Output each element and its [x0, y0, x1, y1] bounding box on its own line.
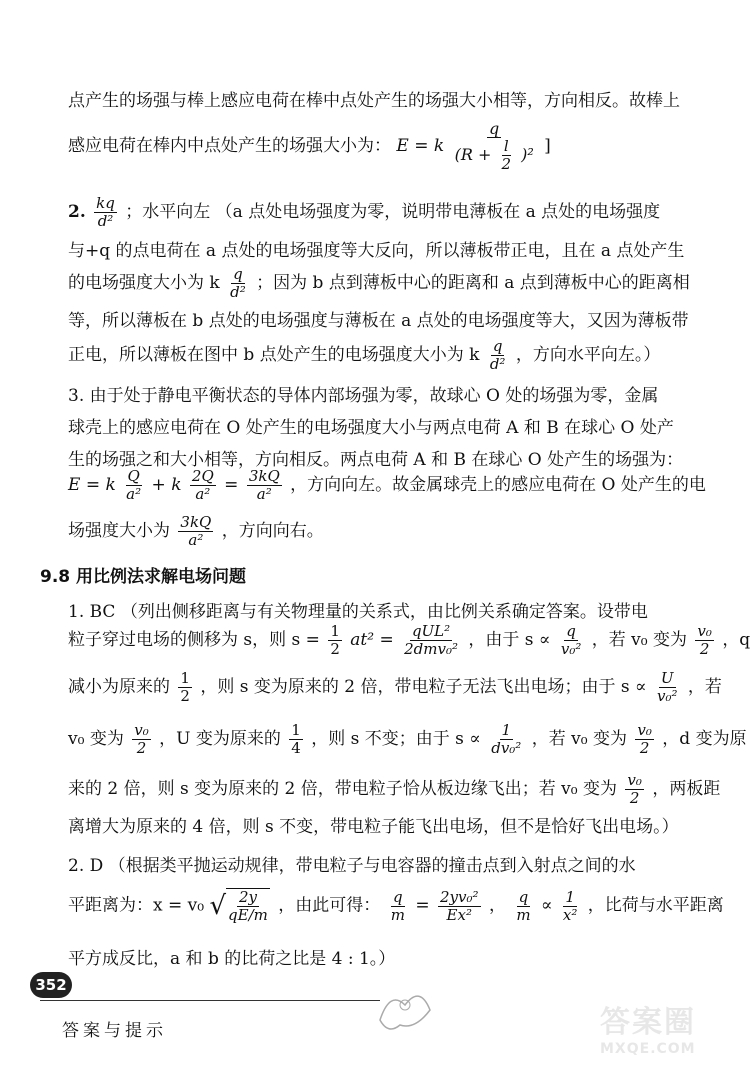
p1-formula-frac	[453, 120, 536, 173]
p1-line2-text: 感应电荷在棒内中点处产生的场强大小为：	[68, 136, 391, 156]
p3-line5-b: ，方向向右。	[221, 521, 324, 541]
p3-plus-k: + k	[151, 475, 182, 495]
p4-f10-num: v₀	[637, 721, 652, 739]
p2-l5-den: d²	[489, 355, 506, 373]
p2-head-num: kq	[96, 194, 115, 212]
p5-line1: 2. D （根据类平抛运动规律，带电粒子与电容器的撞击点到入射点之间的水	[68, 856, 636, 876]
p5-l2-c: ，比荷与水平距离	[587, 895, 724, 916]
p1-den-close: )²	[521, 145, 534, 164]
p4-f11-num: v₀	[627, 771, 642, 789]
p1-formula-E: E = k	[396, 136, 445, 156]
p4-f3	[559, 623, 584, 658]
p3-line4	[68, 468, 706, 503]
page-number: 352	[30, 972, 72, 998]
p4-l2-c: ，由于 s ∝	[468, 630, 551, 650]
p3-r-den: a²	[188, 531, 204, 549]
p2-line5-frac	[488, 338, 508, 373]
p5-eq: =	[415, 895, 430, 916]
p4-f5	[178, 670, 192, 705]
sqrt-sign: √	[209, 891, 227, 921]
p5-sq-num: 2y	[238, 888, 257, 906]
p3-line4-b: ，方向向左。故金属球壳上的感应电荷在 O 处产生的电	[290, 475, 706, 495]
p4-l4-c: ，则 s 不变；由于 s ∝	[311, 729, 481, 749]
p2-line1	[68, 195, 660, 230]
p3-frac3	[247, 468, 282, 503]
p5-g4	[561, 889, 579, 924]
p4-line4	[68, 722, 747, 757]
watermark-bottom: MXQE.COM	[600, 1041, 696, 1057]
p5-g4-den: x²	[562, 905, 578, 924]
p4-f1-num: 1	[330, 622, 340, 640]
p3-line1: 3. 由于处于静电平衡状态的导体内部场强为零，故球心 O 处的场强为零，金属	[68, 386, 659, 406]
p4-f6	[655, 670, 680, 705]
p5-g3-num: q	[518, 887, 529, 906]
p1-frac-num: q	[489, 119, 500, 138]
p5-g2-den: Ex²	[446, 905, 472, 924]
p4-f3-num: q	[566, 622, 576, 640]
p4-f6-num: U	[660, 669, 674, 687]
p4-f5-num: 1	[180, 669, 190, 687]
p5-sqrt-frac	[226, 888, 270, 924]
p2-head-text: ；水平向左	[125, 202, 211, 222]
p4-l5-b: ，两板距	[652, 779, 721, 799]
p4-f1	[328, 623, 342, 658]
section-title: 9.8 用比例法求解电场问题	[40, 567, 247, 587]
p4-l2-b: at² =	[350, 630, 394, 650]
p3-r-num: 3kQ	[180, 513, 212, 531]
p3-frac1	[124, 468, 143, 503]
p4-f8-num: 1	[291, 721, 301, 739]
p4-f3-den: v₀²	[560, 640, 582, 658]
p2-line1-text: （a 点处电场强度为零，说明带电薄板在 a 点处的电场强度	[215, 202, 661, 222]
p5-prop: ∝	[540, 895, 553, 916]
p4-l3-b: ，则 s 变为原来的 2 倍，带电粒子无法飞出电场；由于 s ∝	[200, 677, 647, 697]
p3-f3-num: 3kQ	[248, 467, 280, 485]
p1-l: l	[503, 137, 509, 155]
p1-bracket: ]	[544, 136, 551, 156]
p4-l3-a: 减小为原来的	[68, 677, 170, 697]
p4-f9	[489, 722, 523, 757]
p1-frac-den	[453, 138, 536, 173]
p3-f2-num: 2Q	[191, 467, 214, 485]
p4-f7-den: 2	[136, 739, 147, 757]
p5-l2-a: 平距离为：x = v₀	[68, 895, 205, 916]
p4-f10	[635, 722, 654, 757]
p5-g1-num: q	[393, 887, 403, 906]
p4-l5-a: 来的 2 倍，则 s 变为原来的 2 倍，带电粒子恰从板边缘飞出；若 v₀ 变为	[68, 779, 618, 799]
p4-l2-e: ，q	[722, 630, 750, 650]
p4-l2-d: ，若 v₀ 变为	[591, 630, 687, 650]
p4-f4-num: v₀	[697, 622, 712, 640]
p4-f9-num: 1	[501, 721, 512, 739]
p3-line2: 球壳上的感应电荷在 O 处产生的电场强度大小与两点电荷 A 和 B 在球心 O 处产	[68, 418, 674, 438]
p4-line5	[68, 772, 720, 807]
p4-f1-den: 2	[330, 640, 340, 658]
p2-line3-a: 的电场强度大小为 k	[68, 273, 220, 293]
p2-head-frac	[94, 195, 117, 230]
p3-eq: =	[224, 475, 239, 495]
p2-line2: 与+q 的点电荷在 a 点处的电场强度等大反向，所以薄板带正电，且在 a 点处产生	[68, 241, 685, 261]
watermark-logo	[600, 997, 730, 1067]
p4-f11	[625, 772, 644, 807]
p5-g2	[438, 889, 481, 924]
p1-two: 2	[501, 155, 511, 173]
p4-line6: 离增大为原来的 4 倍，则 s 不变，带电粒子能飞出电场，但不是恰好飞出电场。）	[68, 817, 679, 837]
p3-f2-den: a²	[195, 485, 211, 503]
p4-f2-den: 2dmv₀²	[404, 640, 458, 658]
p3-line5	[68, 514, 324, 549]
p2-l3-den: d²	[230, 283, 246, 301]
p3-line3: 生的场强之和大小相等，方向相反。两点电荷 A 和 B 在球心 O 处产生的场强为：	[68, 450, 684, 470]
p4-line3	[68, 670, 722, 705]
p1-den-open: (R +	[454, 145, 492, 164]
p4-l3-c: ，若	[687, 677, 722, 697]
p2-number: 2.	[68, 202, 86, 222]
p5-l2-b: ，由此可得：	[278, 895, 381, 916]
watermark-top: 答案圈	[600, 1005, 696, 1040]
p5-sq-den: qE/m	[228, 906, 268, 924]
p4-f8-den: 4	[291, 739, 301, 757]
p4-f5-den: 2	[180, 687, 190, 705]
p4-f11-den: 2	[629, 789, 640, 807]
p1-line1: 点产生的场强与棒上感应电荷在棒中点处产生的场强大小相等，方向相反。故棒上	[68, 91, 680, 111]
p3-f1-num: Q	[127, 467, 140, 485]
p4-f2-num: qUL²	[411, 622, 451, 640]
p4-f4	[695, 623, 714, 658]
p5-comma: ，	[488, 895, 506, 916]
p2-line3-frac	[228, 266, 248, 301]
p1-den-l-frac	[499, 138, 513, 173]
p2-head-den: d²	[97, 212, 114, 230]
p4-f9-den: dv₀²	[491, 739, 522, 757]
p5-g1-den: m	[390, 905, 405, 924]
p4-f4-den: 2	[699, 640, 710, 658]
decorative-figure-icon	[370, 980, 440, 1040]
p2-l5-num: q	[492, 337, 503, 355]
p3-line5-a: 场强度大小为	[68, 521, 170, 541]
p2-line5-a: 正电，所以薄板在图中 b 点处产生的电场强度大小为 k	[68, 345, 480, 365]
p4-line2	[68, 623, 750, 658]
p5-line3: 平方成反比，a 和 b 的比荷之比是 4 : 1。）	[68, 949, 396, 969]
p4-l2-a: 粒子穿过电场的侧移为 s，则 s =	[68, 630, 320, 650]
p2-line5-b: ，方向水平向左。）	[515, 345, 661, 365]
p4-l4-b: ，U 变为原来的	[159, 729, 281, 749]
footer-label: 答案与提示	[62, 1021, 167, 1041]
p5-line2	[68, 888, 724, 924]
p3-f1-den: a²	[126, 485, 142, 503]
p4-f2	[402, 623, 460, 658]
p2-l3-num: q	[233, 265, 243, 283]
p5-g3	[514, 889, 532, 924]
p4-f10-den: 2	[639, 739, 650, 757]
p2-line5	[68, 338, 660, 373]
p4-f7-num: v₀	[134, 721, 149, 739]
p3-f3-den: a²	[256, 485, 272, 503]
p5-g2-num: 2yv₀²	[440, 887, 479, 906]
p2-line3-b: ；因为 b 点到薄板中心的距离和 a 点到薄板中心的距离相	[256, 273, 690, 293]
footer-rule	[40, 1000, 380, 1001]
p4-l4-a: v₀ 变为	[68, 729, 124, 749]
p1-line2	[68, 120, 551, 173]
p4-l4-e: ，d 变为原	[662, 729, 747, 749]
p3-result-frac	[178, 514, 213, 549]
p4-f7	[132, 722, 151, 757]
p4-l4-d: ，若 v₀ 变为	[531, 729, 627, 749]
p4-line1: 1. BC （列出侧移距离与有关物理量的关系式，由比例关系确定答案。设带电	[68, 602, 648, 622]
p3-E: E = k	[68, 475, 116, 495]
p2-line3	[68, 266, 690, 301]
p5-g1	[389, 889, 407, 924]
p5-g3-den: m	[516, 905, 531, 924]
p4-f8	[289, 722, 303, 757]
p3-frac2	[190, 468, 216, 503]
p2-line4: 等，所以薄板在 b 点处的电场强度与薄板在 a 点处的电场强度等大，又因为薄板带	[68, 311, 689, 331]
p4-f6-den: v₀²	[656, 687, 678, 705]
p5-g4-num: 1	[565, 887, 575, 906]
